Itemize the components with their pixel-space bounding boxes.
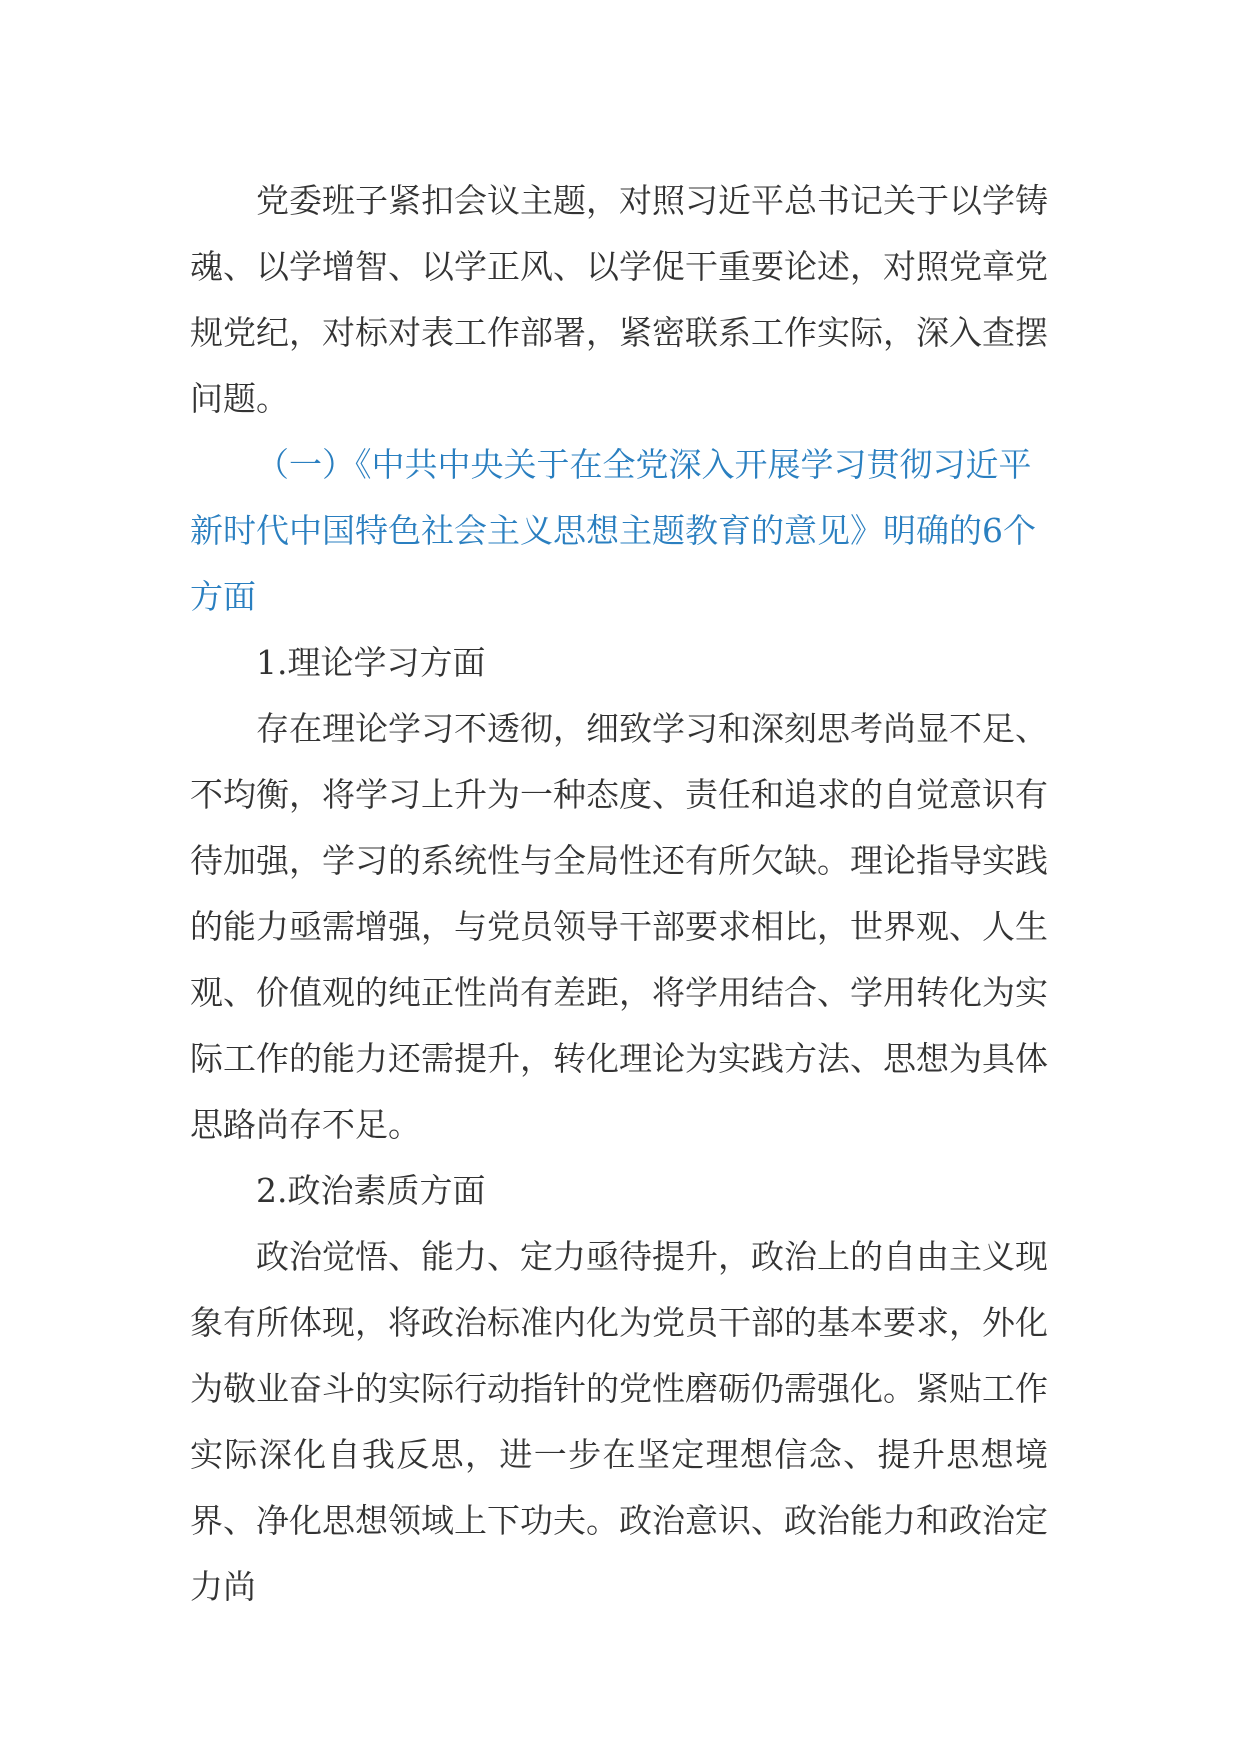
item2-heading: 2.政治素质方面 <box>256 1171 486 1210</box>
document-body <box>190 168 1048 1620</box>
item1-heading: 1.理论学习方面 <box>256 643 486 682</box>
item1-paragraph: 存在理论学习不透彻，细致学习和深刻思考尚显不足、不均衡，将学习上升为一种态度、责任和追求的自觉意识有待加强，学习的系统性与全局性还有所欠缺。理论指导实践的能力亟需增强，与党员领导干部要求相比，世界观、人生观、价值观的纯正性尚有差距，将学用结合、学用转化为实际工作的能力还需提升，转化理论为实践方法、思想为具体思路尚存不足。 <box>190 709 1048 1144</box>
intro-paragraph: 党委班子紧扣会议主题，对照习近平总书记关于以学铸魂、以学增智、以学正风、以学促干重要论述，对照党章党规党纪，对标对表工作部署，紧密联系工作实际，深入查摆问题。 <box>190 181 1048 418</box>
section-heading: （一）《中共中央关于在全党深入开展学习贯彻习近平新时代中国特色社会主义思想主题教育的意见》明确的6个方面 <box>190 445 1036 616</box>
item2-paragraph: 政治觉悟、能力、定力亟待提升，政治上的自由主义现象有所体现，将政治标准内化为党员干部的基本要求，外化为敬业奋斗的实际行动指针的党性磨砺仍需强化。紧贴工作实际深化自我反思，进一步在坚定理想信念、提升思想境界、净化思想领域上下功夫。政治意识、政治能力和政治定力尚 <box>190 1237 1048 1606</box>
